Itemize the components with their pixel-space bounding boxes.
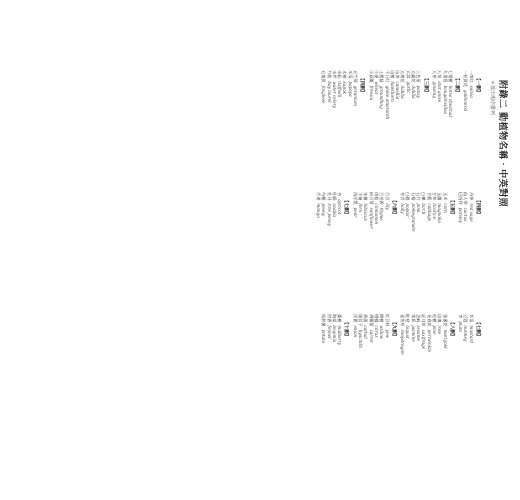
entry-english-name: mustard <box>468 325 474 344</box>
entry-english-name: globe amaranth <box>384 85 390 120</box>
entry-chinese-name: 香蒲 <box>363 314 369 323</box>
entry-chinese-name: 巴西利 <box>458 192 464 205</box>
entry-chinese-name: 風信子 <box>358 314 364 327</box>
glossary-entry <box>337 314 342 430</box>
entry-chinese-name: 玉蘭 <box>437 192 443 201</box>
entry-english-name: pear <box>352 207 358 218</box>
entry-chinese-name: 杜鵑 <box>331 192 337 201</box>
page-subtitle: ＊按出現序排列 <box>489 80 495 116</box>
glossary-entry <box>442 192 447 308</box>
section-heading: 【五劃】 <box>448 198 454 217</box>
glossary-entry <box>352 314 357 430</box>
entry-chinese-name: 百合 <box>384 192 390 201</box>
entry-chinese-name: 天竺葵 <box>353 70 359 83</box>
entry-english-name: water celery <box>331 81 337 108</box>
entry-chinese-name: 茴香 <box>326 314 332 323</box>
glossary-entry <box>411 70 416 186</box>
section-heading: 【二劃】 <box>454 76 460 95</box>
entry-english-name: bay laurel <box>326 81 332 103</box>
glossary-column-3 <box>321 314 480 430</box>
glossary-entry <box>426 192 431 308</box>
entry-english-name: horse chestnut <box>447 85 453 118</box>
entry-chinese-name: 金魚草 <box>400 314 406 327</box>
entry-english-name: plum <box>458 321 464 332</box>
glossary-entry <box>368 70 373 186</box>
glossary-entry <box>463 192 468 308</box>
glossary-entry <box>326 192 331 308</box>
entry-english-name: mulberry <box>337 325 343 345</box>
entry-chinese-name: 木棉 <box>342 70 348 79</box>
entry-chinese-name: 白樺 <box>421 192 427 201</box>
entry-chinese-name: 玫瑰 <box>437 314 443 323</box>
entry-chinese-name: 百里香 <box>379 192 385 205</box>
glossary-entry <box>374 192 379 308</box>
glossary-entry <box>316 192 321 308</box>
entry-english-name: corn <box>442 203 448 213</box>
entry-chinese-name: 李 <box>458 314 464 319</box>
entry-chinese-name: 松樹 <box>431 314 437 323</box>
entry-chinese-name: 七葉樹 <box>447 70 453 83</box>
entry-chinese-name: 九重葛 <box>442 70 448 83</box>
section-heading: 【四劃】 <box>359 76 365 95</box>
entry-chinese-name: 水仙 <box>337 70 343 79</box>
glossary-entry <box>432 314 437 430</box>
glossary-entry <box>337 70 342 186</box>
glossary-entry <box>342 70 347 186</box>
glossary-entry <box>405 192 410 308</box>
section-heading: 【四劃】 <box>475 198 480 217</box>
entry-chinese-name: 洋蔥 <box>352 314 358 323</box>
entry-english-name: parsley <box>458 207 464 224</box>
glossary-entry <box>468 70 473 186</box>
entry-chinese-name: 甘藍 <box>426 192 432 201</box>
entry-english-name: apricot <box>337 199 343 215</box>
entry-chinese-name: 海棠 <box>331 314 337 323</box>
entry-english-name: cinnamon <box>373 203 379 225</box>
entry-english-name: freesia <box>368 85 374 101</box>
entry-english-name: ginseng <box>431 81 437 99</box>
glossary-entry <box>337 192 342 308</box>
entry-chinese-name: 朱槿 <box>363 192 369 201</box>
entry-chinese-name: 金盞花 <box>442 314 448 327</box>
entry-english-name: licorice <box>431 203 437 220</box>
entry-chinese-name: 柳樹 <box>379 314 385 323</box>
entry-chinese-name: 芝麻 <box>416 314 422 323</box>
glossary-entry <box>384 70 389 186</box>
glossary-entry <box>468 314 473 430</box>
entry-chinese-name: 芥菜 <box>468 314 474 323</box>
entry-english-name: pomegranate <box>410 203 416 232</box>
entry-english-name: geranium <box>353 85 359 106</box>
entry-english-name: hawthorn <box>389 81 395 102</box>
entry-chinese-name: 水芹 <box>331 70 337 79</box>
entry-english-name: onion <box>352 325 358 338</box>
entry-chinese-name: 三色堇 <box>416 70 422 83</box>
entry-chinese-name: 一串紅 <box>468 70 474 83</box>
entry-chinese-name: 大理花 <box>400 70 406 83</box>
entry-chinese-name: 千日紅 <box>384 70 390 83</box>
entry-english-name: pansy <box>416 85 422 98</box>
glossary-entry <box>432 70 437 186</box>
glossary-entry <box>390 70 395 186</box>
entry-english-name: camellia <box>395 81 401 100</box>
entry-english-name: peony <box>321 203 327 217</box>
entry-chinese-name: 木瓜 <box>347 70 353 79</box>
entry-english-name: jasmine <box>410 325 416 342</box>
glossary-entry <box>332 314 337 430</box>
glossary-entry <box>374 70 379 186</box>
entry-english-name: cattail <box>363 325 369 339</box>
glossary-entry <box>379 192 384 308</box>
entry-english-name: periwinkle <box>426 329 432 353</box>
glossary-entry <box>468 192 473 308</box>
entry-chinese-name: 白楊 <box>405 192 411 201</box>
section-heading: 【九劃】 <box>390 320 396 339</box>
entry-chinese-name: 茉莉 <box>410 314 416 323</box>
entry-english-name: cabbage <box>426 203 432 222</box>
glossary-entry <box>326 70 331 186</box>
entry-english-name: lily <box>384 203 390 210</box>
entry-english-name: goldenrod <box>463 89 469 112</box>
entry-english-name: snapdragon <box>400 329 406 355</box>
entry-chinese-name: 芍藥 <box>321 192 327 201</box>
glossary-entry <box>379 314 384 430</box>
entry-english-name: saxifrage <box>421 329 427 350</box>
entry-english-name: marigold <box>442 329 448 349</box>
entry-english-name: dahlia <box>411 85 417 99</box>
glossary-entry <box>321 192 326 308</box>
entry-chinese-name: 枇杷 <box>405 314 411 323</box>
entry-english-name: fern <box>358 203 364 213</box>
glossary-entry <box>363 192 368 308</box>
glossary-entry <box>432 192 437 308</box>
glossary-entry <box>421 314 426 430</box>
glossary-entry <box>400 70 405 186</box>
entry-english-name: magnolia <box>437 203 443 223</box>
entry-english-name: red sage <box>468 203 474 222</box>
entry-chinese-name: 玉米 <box>442 192 448 201</box>
glossary-entry <box>463 70 468 186</box>
glossary-entry <box>321 314 326 430</box>
section-heading: 【七劃】 <box>475 320 480 339</box>
entry-chinese-name: 豆蔻 <box>463 314 469 323</box>
section-heading: 【八劃】 <box>448 320 454 339</box>
glossary-entry <box>410 192 415 308</box>
entry-chinese-name: 桑樹 <box>337 314 343 323</box>
entry-english-name: potato <box>321 329 327 344</box>
glossary-entry <box>384 192 389 308</box>
entry-english-name: hyacinth <box>358 329 364 348</box>
entry-english-name: citrus <box>373 325 379 338</box>
glossary-entry <box>400 192 405 308</box>
glossary-entry <box>363 314 368 430</box>
glossary-entry <box>405 314 410 430</box>
section-heading: 【三劃】 <box>422 76 428 95</box>
glossary-entry <box>426 314 431 430</box>
glossary-entry <box>384 314 389 430</box>
entry-english-name: fennel <box>326 325 332 339</box>
entry-chinese-name: 牡丹 <box>326 192 332 201</box>
glossary-entry <box>405 70 410 186</box>
entry-chinese-name: 胡蘿蔔 <box>368 314 374 327</box>
section-heading: 【一劃】 <box>475 76 480 95</box>
glossary-entry <box>416 70 421 186</box>
entry-english-name: nutmeg <box>463 325 469 342</box>
entry-chinese-name: 月桂 <box>326 70 332 79</box>
entry-chinese-name: 小蒼蘭 <box>368 70 374 83</box>
entry-english-name: mango <box>315 203 321 218</box>
entry-english-name: daffodil <box>337 81 343 98</box>
entry-english-name: holly <box>400 203 406 214</box>
entry-english-name: star anise <box>437 81 443 103</box>
entry-english-name: tree peony <box>326 203 332 227</box>
entry-english-name: hibiscus <box>363 203 369 221</box>
entry-english-name: thyme <box>379 207 385 221</box>
entry-english-name: birch <box>421 203 427 215</box>
entry-english-name: salvia <box>468 85 474 98</box>
glossary-entry <box>332 192 337 308</box>
entry-english-name: sesame <box>416 325 422 342</box>
entry-chinese-name: 杏 <box>337 192 343 197</box>
entry-chinese-name: 丹參 <box>468 192 474 201</box>
page-title: 附錄二 動植物名稱‧中英對照 <box>497 80 507 208</box>
entry-chinese-name: 山茶 <box>395 70 401 79</box>
glossary-entry <box>358 192 363 308</box>
entry-english-name: azalea <box>331 203 337 217</box>
entry-chinese-name: 大蒜 <box>405 70 411 79</box>
entry-chinese-name: 土撥鼠 <box>379 70 385 83</box>
glossary-entry <box>326 314 331 430</box>
glossary-entry <box>458 192 463 308</box>
entry-english-name: pink <box>416 203 422 213</box>
entry-chinese-name: 仙人掌 <box>463 192 469 205</box>
glossary-entry <box>410 314 415 430</box>
glossary-entry <box>463 314 468 430</box>
entry-english-name: rose <box>437 325 443 335</box>
section-heading: 【七劃】 <box>343 198 349 217</box>
section-heading: 【六劃】 <box>390 198 396 217</box>
glossary-column-2 <box>316 192 480 308</box>
entry-chinese-name: 石竹 <box>416 192 422 201</box>
glossary-entry <box>421 192 426 308</box>
glossary-entry <box>395 70 400 186</box>
entry-chinese-name: 甘草 <box>431 192 437 201</box>
entry-english-name: cactus <box>463 207 469 222</box>
rotated-content <box>0 60 520 440</box>
entry-english-name: groundhog <box>379 85 385 109</box>
entry-chinese-name: 毛地黃 <box>321 70 327 83</box>
entry-english-name: begonia <box>331 325 337 343</box>
glossary-entry <box>442 314 447 430</box>
entry-chinese-name: 西洋梨 <box>352 192 358 205</box>
entry-english-name: willow <box>379 325 385 340</box>
entry-chinese-name: 紅豆杉 <box>384 314 390 327</box>
entry-chinese-name: 大麗花 <box>411 70 417 83</box>
entry-english-name: yew <box>384 329 390 339</box>
entry-chinese-name: 羊齒 <box>358 192 364 201</box>
entry-english-name: dahlia <box>400 85 406 99</box>
section-heading: 【十劃】 <box>343 320 349 339</box>
entry-chinese-name: 芒果 <box>315 192 321 201</box>
entry-chinese-name: 八角 <box>437 70 443 79</box>
glossary-column-1 <box>321 70 480 186</box>
entry-chinese-name: 向日葵 <box>368 192 374 205</box>
entry-chinese-name: 一枝黃花 <box>463 70 469 87</box>
entry-english-name: sunflower <box>368 207 374 229</box>
entry-chinese-name: 柑橘 <box>373 314 379 323</box>
entry-chinese-name: 馬鈴薯 <box>321 314 327 327</box>
entry-chinese-name: 人參 <box>431 70 437 79</box>
glossary-entry <box>368 192 373 308</box>
entry-english-name: garlic <box>405 81 411 94</box>
entry-english-name: poplar <box>405 203 411 218</box>
entry-chinese-name: 石榴 <box>410 192 416 201</box>
glossary-entry <box>321 70 326 186</box>
glossary-entry <box>416 314 421 430</box>
entry-chinese-name: 肉桂 <box>373 192 379 201</box>
glossary-entry <box>332 70 337 186</box>
glossary-entry <box>353 70 358 186</box>
glossary-entry <box>358 314 363 430</box>
entry-english-name: wheat <box>373 81 379 95</box>
glossary-entry <box>437 70 442 186</box>
glossary-entry <box>374 314 379 430</box>
glossary-entry <box>352 192 357 308</box>
entry-chinese-name: 長春花 <box>426 314 432 327</box>
glossary-entry <box>347 70 352 186</box>
entry-chinese-name: 虎耳草 <box>421 314 427 327</box>
entry-english-name: carrot <box>368 329 374 343</box>
glossary-entry <box>442 70 447 186</box>
entry-english-name: bougainvillea <box>442 85 448 115</box>
entry-english-name: papaya <box>347 81 353 97</box>
glossary-entry <box>416 192 421 308</box>
entry-english-name: loquat <box>405 325 411 339</box>
entry-english-name: foxglove <box>321 85 327 104</box>
entry-chinese-name: 冬青 <box>400 192 406 201</box>
glossary-entry <box>448 70 453 186</box>
glossary-entry <box>379 70 384 186</box>
entry-chinese-name: 小麥 <box>373 70 379 79</box>
entry-english-name: kapok <box>342 81 348 95</box>
glossary-entry <box>458 314 463 430</box>
glossary-entry <box>437 192 442 308</box>
glossary-entry <box>400 314 405 430</box>
entry-english-name: pine <box>431 325 437 335</box>
glossary-entry <box>368 314 373 430</box>
glossary-entry <box>437 314 442 430</box>
entry-chinese-name: 山楂 <box>389 70 395 79</box>
